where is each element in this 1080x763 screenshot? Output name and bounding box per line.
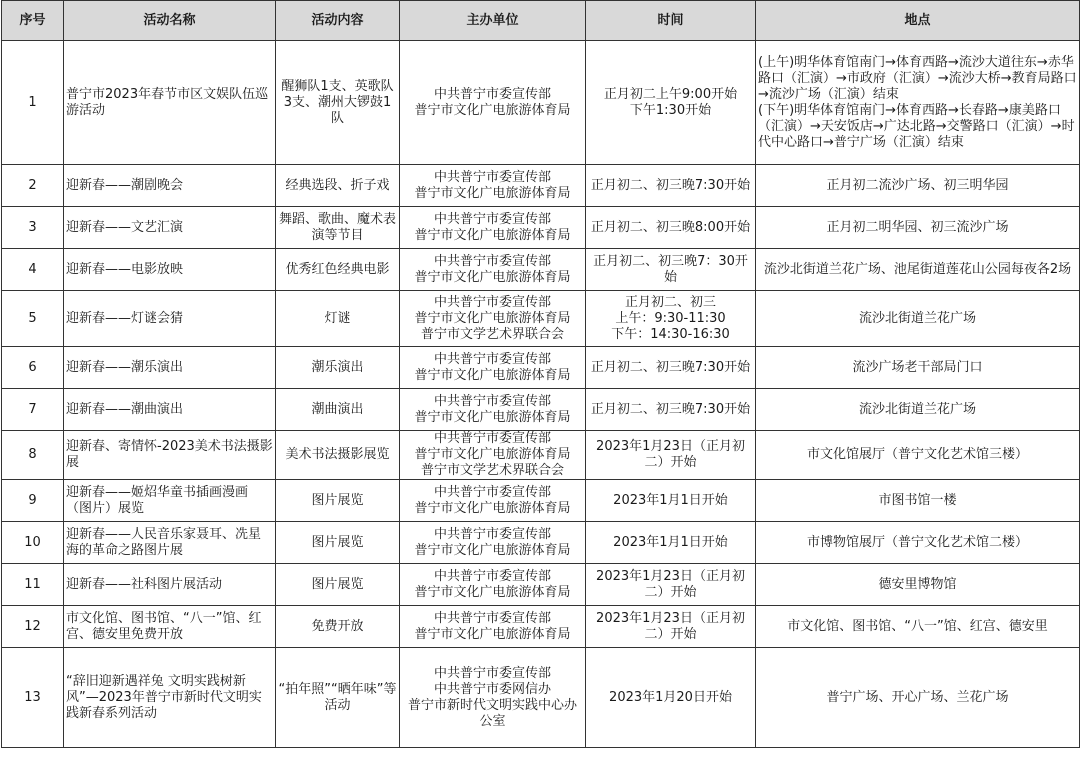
organizer-line: 普宁市文化广电旅游体育局 bbox=[414, 185, 571, 201]
organizer-line: 中共普宁市委宣传部 bbox=[433, 86, 551, 102]
organizer-line: 中共普宁市委宣传部 bbox=[433, 253, 551, 269]
table-row bbox=[2, 431, 1080, 480]
row-number: 8 bbox=[2, 431, 64, 480]
activity-name: 迎新春——灯谜会猜 bbox=[64, 291, 276, 347]
activity-name: 普宁市2023年春节市区文娱队伍巡游活动 bbox=[64, 41, 276, 165]
event-time bbox=[586, 648, 756, 748]
table-body bbox=[2, 41, 1080, 748]
row-number: 7 bbox=[2, 389, 64, 431]
event-location bbox=[756, 480, 1080, 522]
activity-content: 图片展览 bbox=[276, 480, 400, 522]
event-location bbox=[756, 347, 1080, 389]
event-time-line: 正月初二、初三晚8:00开始 bbox=[590, 219, 751, 235]
activity-name: 市文化馆、图书馆、“八一”馆、红宫、德安里免费开放 bbox=[64, 606, 276, 648]
event-time bbox=[586, 291, 756, 347]
event-location-line: 市博物馆展厅（普宁文化艺术馆二楼） bbox=[806, 534, 1028, 550]
event-time-line: 正月初二、初三晚7:30开始 bbox=[590, 177, 751, 193]
event-time bbox=[586, 606, 756, 648]
organizer bbox=[400, 480, 586, 522]
table-row bbox=[2, 480, 1080, 522]
row-number: 5 bbox=[2, 291, 64, 347]
organizer-line: 普宁市文化广电旅游体育局 bbox=[414, 447, 571, 462]
organizer bbox=[400, 41, 586, 165]
organizer-line: 中共普宁市委宣传部 bbox=[433, 393, 551, 409]
organizer-line: 普宁市文化广电旅游体育局 bbox=[414, 102, 571, 118]
event-time-line: 2023年1月20日开始 bbox=[609, 689, 732, 705]
organizer-line: 中共普宁市委宣传部 bbox=[433, 484, 551, 500]
row-number: 4 bbox=[2, 249, 64, 291]
table-row bbox=[2, 389, 1080, 431]
activity-name: 迎新春——社科图片展活动 bbox=[64, 564, 276, 606]
event-time bbox=[586, 564, 756, 606]
event-location-line: 流沙北街道兰花广场 bbox=[858, 310, 976, 326]
organizer-line: 普宁市文学艺术界联合会 bbox=[420, 463, 564, 478]
row-number: 2 bbox=[2, 165, 64, 207]
event-location-line: 市图书馆一楼 bbox=[878, 492, 957, 508]
event-time bbox=[586, 249, 756, 291]
organizer-line: 普宁市文学艺术界联合会 bbox=[420, 326, 564, 342]
event-time bbox=[586, 347, 756, 389]
event-location-line: 正月初二流沙广场、初三明华园 bbox=[826, 177, 1009, 193]
event-time-line: 正月初二、初三晚7:30开始 bbox=[590, 401, 751, 417]
organizer-line: 普宁市文化广电旅游体育局 bbox=[414, 227, 571, 243]
row-number: 10 bbox=[2, 522, 64, 564]
event-time bbox=[586, 480, 756, 522]
row-number: 13 bbox=[2, 648, 64, 748]
table-row bbox=[2, 606, 1080, 648]
organizer-line: 普宁市文化广电旅游体育局 bbox=[414, 626, 571, 642]
organizer bbox=[400, 648, 586, 748]
organizer bbox=[400, 249, 586, 291]
event-location bbox=[756, 249, 1080, 291]
organizer-line: 普宁市文化广电旅游体育局 bbox=[414, 367, 571, 383]
activity-content: 醒狮队1支、英歌队3支、潮州大锣鼓1队 bbox=[276, 41, 400, 165]
header-location: 地点 bbox=[756, 1, 1080, 41]
organizer-line: 中共普宁市委宣传部 bbox=[433, 665, 551, 681]
header-row bbox=[2, 1, 1080, 41]
event-location bbox=[756, 291, 1080, 347]
activity-content: “拍年照”“晒年味”等活动 bbox=[276, 648, 400, 748]
header-name: 活动名称 bbox=[64, 1, 276, 41]
activity-name: 迎新春——潮乐演出 bbox=[64, 347, 276, 389]
event-time bbox=[586, 389, 756, 431]
activity-name: 迎新春——潮剧晚会 bbox=[64, 165, 276, 207]
activity-content: 舞蹈、歌曲、魔术表演等节目 bbox=[276, 207, 400, 249]
activity-name: 迎新春、寄情怀-2023美术书法摄影展 bbox=[64, 431, 276, 480]
table-row bbox=[2, 347, 1080, 389]
table-row bbox=[2, 648, 1080, 748]
event-location bbox=[756, 165, 1080, 207]
organizer-line: 普宁市文化广电旅游体育局 bbox=[414, 409, 571, 425]
event-time-line: 2023年1月1日开始 bbox=[613, 492, 728, 508]
event-location-line: 普宁广场、开心广场、兰花广场 bbox=[826, 689, 1009, 705]
event-time bbox=[586, 165, 756, 207]
event-time bbox=[586, 207, 756, 249]
event-location bbox=[756, 606, 1080, 648]
organizer-line: 中共普宁市委宣传部 bbox=[433, 351, 551, 367]
event-time-line: 正月初二上午9:00开始 bbox=[603, 86, 738, 102]
event-time-line: 上午：9:30-11:30 bbox=[615, 310, 726, 326]
header-content: 活动内容 bbox=[276, 1, 400, 41]
organizer bbox=[400, 389, 586, 431]
event-location bbox=[756, 431, 1080, 480]
activity-content: 潮曲演出 bbox=[276, 389, 400, 431]
organizer bbox=[400, 291, 586, 347]
activity-content: 美术书法摄影展览 bbox=[276, 431, 400, 480]
activity-name: 迎新春——姬炤华童书插画漫画（图片）展览 bbox=[64, 480, 276, 522]
event-location-line: 正月初二明华园、初三流沙广场 bbox=[826, 219, 1009, 235]
row-number: 6 bbox=[2, 347, 64, 389]
organizer-line: 中共普宁市委宣传部 bbox=[433, 610, 551, 626]
header-organizer: 主办单位 bbox=[400, 1, 586, 41]
event-time-line: 2023年1月1日开始 bbox=[613, 534, 728, 550]
event-time bbox=[586, 431, 756, 480]
organizer-line: 普宁市文化广电旅游体育局 bbox=[414, 310, 571, 326]
event-location-line: 流沙广场老干部局门口 bbox=[852, 359, 983, 375]
organizer-line: 普宁市文化广电旅游体育局 bbox=[414, 269, 571, 285]
event-location-line: 流沙北街道兰花广场 bbox=[858, 401, 976, 417]
activity-content: 图片展览 bbox=[276, 522, 400, 564]
event-location-line: 德安里博物馆 bbox=[878, 576, 957, 592]
event-location-line: (上午)明华体育馆南门→体育西路→流沙大道往东→赤华路口（汇演）→市政府（汇演）→流沙大桥→教育局路口→流沙广场（汇演）结束 bbox=[758, 54, 1077, 102]
activity-content: 免费开放 bbox=[276, 606, 400, 648]
activity-name: 迎新春——潮曲演出 bbox=[64, 389, 276, 431]
event-time bbox=[586, 522, 756, 564]
event-location-line: (下午)明华体育馆南门→体育西路→长春路→康美路口（汇演）→天安饭店→广达北路→交警路口（汇演）→时代中心路口→普宁广场（汇演）结束 bbox=[758, 102, 1075, 150]
organizer-line: 中共普宁市委宣传部 bbox=[433, 211, 551, 227]
activity-name: 迎新春——文艺汇演 bbox=[64, 207, 276, 249]
event-location-line: 市文化馆展厅（普宁文化艺术馆三楼） bbox=[806, 447, 1028, 462]
organizer bbox=[400, 564, 586, 606]
event-time-line: 2023年1月23日（正月初二）开始 bbox=[596, 439, 745, 470]
event-time-line: 下午1:30开始 bbox=[629, 102, 712, 118]
event-location bbox=[756, 207, 1080, 249]
organizer bbox=[400, 207, 586, 249]
row-number: 1 bbox=[2, 41, 64, 165]
event-location bbox=[756, 389, 1080, 431]
organizer bbox=[400, 165, 586, 207]
organizer-line: 普宁市文化广电旅游体育局 bbox=[414, 500, 571, 516]
table-row bbox=[2, 165, 1080, 207]
organizer bbox=[400, 347, 586, 389]
row-number: 9 bbox=[2, 480, 64, 522]
table-row bbox=[2, 522, 1080, 564]
event-location-line: 市文化馆、图书馆、“八一”馆、红宫、德安里 bbox=[787, 618, 1048, 634]
organizer bbox=[400, 431, 586, 480]
table-row bbox=[2, 249, 1080, 291]
event-time-line: 正月初二、初三 bbox=[624, 294, 716, 310]
activity-content: 潮乐演出 bbox=[276, 347, 400, 389]
row-number: 3 bbox=[2, 207, 64, 249]
activity-content: 图片展览 bbox=[276, 564, 400, 606]
event-time-line: 正月初二、初三晚7：30开始 bbox=[593, 253, 748, 285]
organizer-line: 中共普宁市委宣传部 bbox=[433, 431, 551, 446]
organizer bbox=[400, 522, 586, 564]
activity-content: 灯谜 bbox=[276, 291, 400, 347]
organizer-line: 中共普宁市委宣传部 bbox=[433, 169, 551, 185]
event-location-line: 流沙北街道兰花广场、池尾街道莲花山公园每夜各2场 bbox=[763, 261, 1072, 277]
organizer-line: 中共普宁市委宣传部 bbox=[433, 526, 551, 542]
event-time-line: 下午：14:30-16:30 bbox=[611, 326, 730, 342]
organizer bbox=[400, 606, 586, 648]
event-location bbox=[756, 648, 1080, 748]
event-location bbox=[756, 522, 1080, 564]
activity-name: “辞旧迎新遇祥兔 文明实践树新风”—2023年普宁市新时代文明实践新春系列活动 bbox=[64, 648, 276, 748]
table-row bbox=[2, 41, 1080, 165]
organizer-line: 普宁市文化广电旅游体育局 bbox=[414, 542, 571, 558]
activity-content: 优秀红色经典电影 bbox=[276, 249, 400, 291]
event-location bbox=[756, 564, 1080, 606]
table-row bbox=[2, 207, 1080, 249]
event-time-line: 正月初二、初三晚7:30开始 bbox=[590, 359, 751, 375]
row-number: 11 bbox=[2, 564, 64, 606]
event-location bbox=[756, 41, 1080, 165]
activity-name: 迎新春——人民音乐家聂耳、冼星海的革命之路图片展 bbox=[64, 522, 276, 564]
header-time: 时间 bbox=[586, 1, 756, 41]
event-time bbox=[586, 41, 756, 165]
table-row bbox=[2, 564, 1080, 606]
row-number: 12 bbox=[2, 606, 64, 648]
organizer-line: 普宁市文化广电旅游体育局 bbox=[414, 584, 571, 600]
event-time-line: 2023年1月23日（正月初二）开始 bbox=[596, 610, 745, 642]
event-time-line: 2023年1月23日（正月初二）开始 bbox=[596, 568, 745, 600]
organizer-line: 中共普宁市委网信办 bbox=[433, 681, 551, 697]
activity-name: 迎新春——电影放映 bbox=[64, 249, 276, 291]
header-no: 序号 bbox=[2, 1, 64, 41]
organizer-line: 中共普宁市委宣传部 bbox=[433, 568, 551, 584]
table-row bbox=[2, 291, 1080, 347]
events-table bbox=[1, 0, 1080, 748]
activity-content: 经典选段、折子戏 bbox=[276, 165, 400, 207]
organizer-line: 普宁市新时代文明实践中心办公室 bbox=[407, 697, 577, 729]
organizer-line: 中共普宁市委宣传部 bbox=[433, 294, 551, 310]
